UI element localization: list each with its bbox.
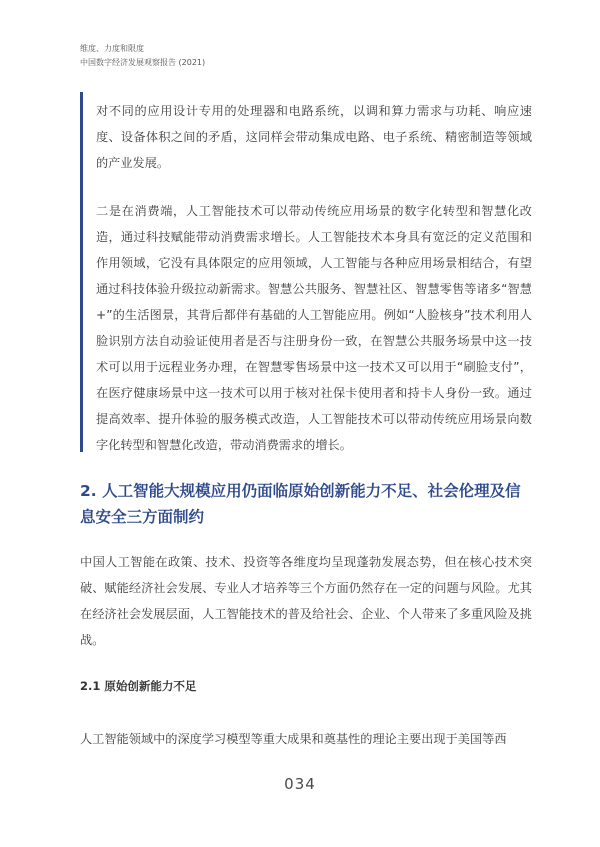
running-header <box>80 42 205 70</box>
header-report-title: 中国数字经济发展观察报告 (2021) <box>80 58 206 67</box>
section-paragraph: 中国人工智能在政策、技术、投资等各维度均呈现蓬勃发展态势，但在核心技术突破、赋能经济社会发展、专业人才培养等三个方面仍然存在一定的问题与风险。尤其在经济社会发展层面，人工智能技术的普及给社会、企业、个人带来了多重风险及挑战。 <box>80 555 532 647</box>
subsection-heading: 2.1 原始创新能力不足 <box>80 679 197 693</box>
subsection-paragraph: 人工智能领域中的深度学习模型等重大成果和奠基性的理论主要出现于美国等西 <box>80 732 507 746</box>
header-book-title: 维度、力度和限度 <box>80 44 144 53</box>
highlighted-passage-text <box>96 98 532 458</box>
highlighted-passage <box>80 92 532 452</box>
page-number: 034 <box>284 775 316 793</box>
passage-paragraph-1: 对不同的应用设计专用的处理器和电路系统，以调和算力需求与功耗、响应速度、设备体积之间的矛盾，这同样会带动集成电路、电子系统、精密制造等领域的产业发展。 <box>96 104 532 170</box>
passage-paragraph-2: 二是在消费端，人工智能技术可以带动传统应用场景的数字化转型和智慧化改造，通过科技赋能带动消费需求增长。人工智能技术本身具有宽泛的定义范围和作用领域，它没有具体限定的应用领域，人工智能与各种应用场景相结合，有望通过科技体验升级拉动新需求。智慧公共服务、智慧社区、智慧零售等诸多“智慧 +”的生活图景，其背后都伴有基础的人工智能应用。例如“人脸核身”技术利用人脸识别方法自动验证使用者是否与注册身份一致，在智慧公共服务场景中这一技术可以用于远程业务办理，在智慧零售场景中这一技术又可以用于“刷脸支付”，在医疗健康场景中这一技术可以用于核对社保卡使用者和持卡人身份一致。通过提高效率、提升体验的服务模式改造，人工智能技术可以带动传统应用场景向数字化转型和智慧化改造，带动消费需求的增长。 <box>96 204 532 452</box>
section-heading: 2. 人工智能大规模应用仍面临原始创新能力不足、社会伦理及信息安全三方面制约 <box>80 482 521 526</box>
accent-bar <box>80 92 83 452</box>
